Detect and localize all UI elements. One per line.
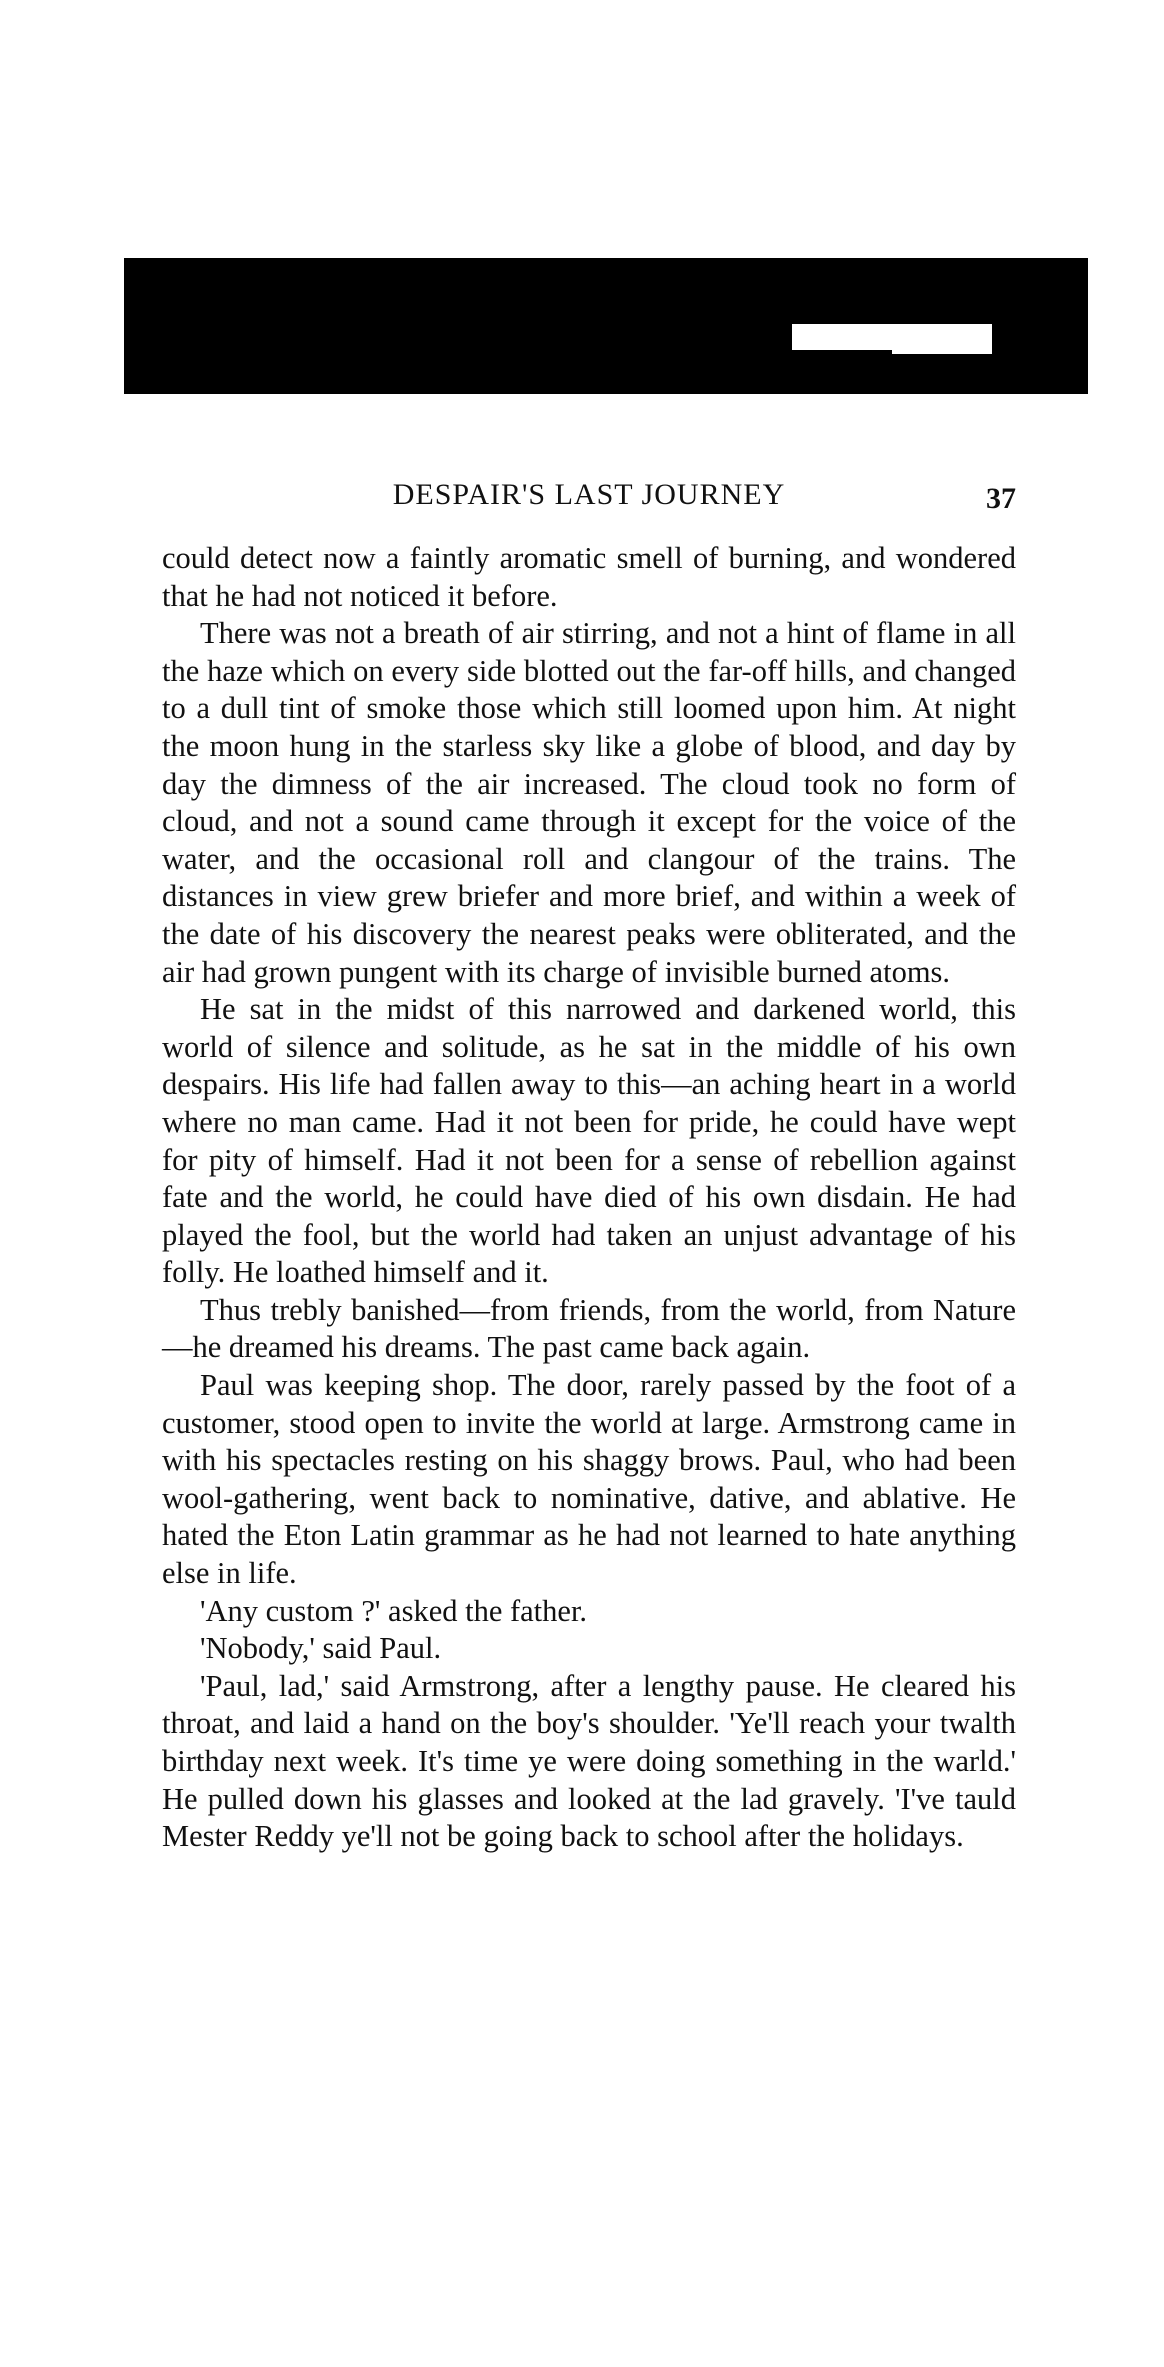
page-number: 37	[986, 482, 1016, 515]
paragraph: He sat in the midst of this narrowed and darkened world, this world of silence and solitude, as he sat in the middle of his own despairs. His life had fallen away to this—an aching heart in a world where no man came. Had it not been for pride, he could have wept for pity of himself. Had it not been for a sense of rebellion against fate and the world, he could have died of his own disdain. He had played the fool, but the world had taken an unjust advantage of his folly. He loathed himself and it.	[162, 992, 1016, 1290]
redaction-notch	[892, 324, 992, 354]
paragraph: could detect now a faintly aromatic smell of burning, and wondered that he had not noticed it before.	[162, 541, 1016, 613]
redaction-notch	[792, 324, 892, 350]
paragraph: Thus trebly banished—from friends, from the world, from Nature—he dreamed his dreams. The past came back again.	[162, 1292, 1016, 1365]
paragraph: Paul was keeping shop. The door, rarely passed by the foot of a customer, stood open to invite the world at large. Armstrong came in with his spectacles resting on his shaggy brows. Paul, who had been wool-gathering, went back to nominative, dative, and ablative. He hated the Eton Latin grammar as he had not learned to hate anything else in life.	[162, 1368, 1016, 1591]
paragraph: There was not a breath of air stirring, and not a hint of flame in all the haze which on every side blotted out the far-off hills, and changed to a dull tint of smoke those which still loomed upon him. At night the moon hung in the starless sky like a globe of blood, and day by day the dimness of the air increased. The cloud took no form of cloud, and not a sound came through it except for the voice of the water, and the occasional roll and clangour of the trains. The distances in view grew briefer and more brief, and within a week of the date of his discovery the nearest peaks were obliterated, and the air had grown pungent with its charge of invisible burned atoms.	[162, 616, 1016, 989]
body-text	[162, 540, 1016, 1856]
paragraph: 'Paul, lad,' said Armstrong, after a lengthy pause. He cleared his throat, and laid a hand on the boy's shoulder. 'Ye'll reach your twalth birthday next week. It's time ye were doing something in the warld.' He pulled down his glasses and looked at the lad gravely. 'I've tauld Mester Reddy ye'll not be going back to school after the holidays.	[162, 1668, 1016, 1854]
running-title: DESPAIR'S LAST JOURNEY	[392, 478, 786, 511]
running-head	[162, 478, 1016, 518]
paragraph: 'Nobody,' said Paul.	[200, 1631, 442, 1666]
paragraph: 'Any custom ?' asked the father.	[200, 1593, 588, 1628]
